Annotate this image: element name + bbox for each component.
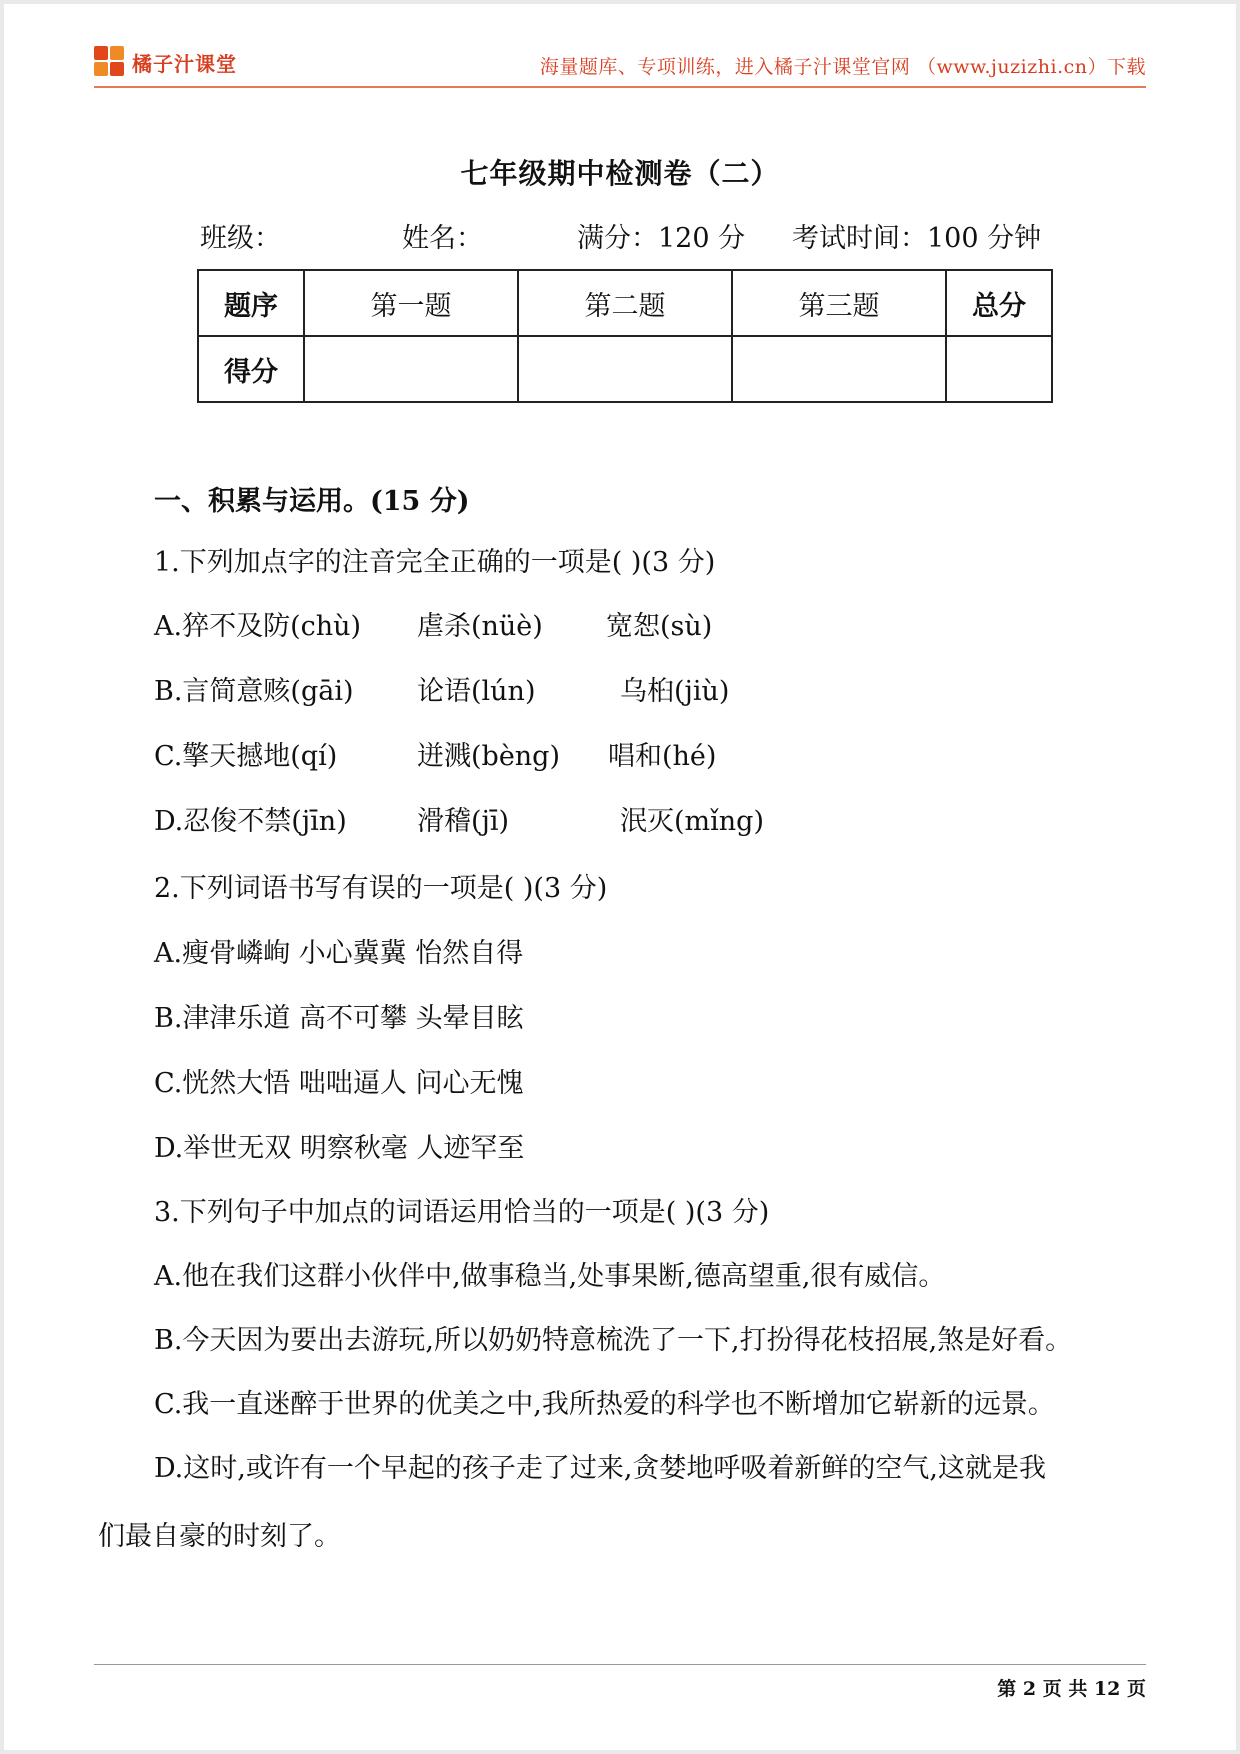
- table-header-cell: 第二题: [518, 270, 732, 336]
- class-label: 班级：: [200, 223, 281, 254]
- score-row-label: 得分: [198, 336, 304, 402]
- q1-option-b-3: 乌桕(jiù): [620, 676, 730, 707]
- exam-page: [4, 4, 1236, 1750]
- q1-option-c-3: 唱和(hé): [608, 741, 717, 772]
- q1-option-b-2: 论语(lún): [417, 676, 536, 707]
- header-logo[interactable]: [94, 46, 237, 78]
- q1-option-b-1: B.言简意赅(gāi): [154, 676, 354, 707]
- header-slogan: 海量题库、专项训练，进入橘子汁课堂官网 （www.juzizhi.cn）下载: [539, 56, 1146, 78]
- q3-option-d-continued: 们最自豪的时刻了。: [98, 1521, 341, 1552]
- score-cell[interactable]: [518, 336, 732, 402]
- section-title: 一、积累与运用。(15 分): [154, 486, 470, 517]
- name-label: 姓名：: [402, 223, 483, 254]
- score-cell[interactable]: [304, 336, 518, 402]
- question-1-stem: 1.下列加点字的注音完全正确的一项是( )(3 分): [154, 547, 716, 578]
- table-header-row: [198, 270, 1052, 336]
- q3-option-b: B.今天因为要出去游玩,所以奶奶特意梳洗了一下,打扮得花枝招展,煞是好看。: [154, 1325, 1073, 1356]
- q2-option-a: A.瘦骨嶙峋 小心冀冀 怡然自得: [154, 938, 524, 969]
- header-divider: [94, 86, 1146, 88]
- table-header-cell: 第一题: [304, 270, 518, 336]
- logo-text: 橘子汁课堂: [132, 51, 237, 76]
- q1-option-d-2: 滑稽(jī): [417, 806, 510, 837]
- logo-icon: [94, 46, 126, 78]
- q1-option-a-1: A.猝不及防(chù): [154, 611, 362, 642]
- question-3-stem: 3.下列句子中加点的词语运用恰当的一项是( )(3 分): [154, 1197, 770, 1228]
- q1-option-a-2: 虐杀(nüè): [417, 611, 543, 642]
- q2-option-b: B.津津乐道 高不可攀 头晕目眩: [154, 1003, 524, 1034]
- score-table: [197, 269, 1053, 403]
- page-number: 第 2 页 共 12 页: [997, 1678, 1146, 1700]
- q1-option-c-1: C.擎天撼地(qí): [154, 741, 338, 772]
- table-row: [198, 336, 1052, 402]
- question-2-stem: 2.下列词语书写有误的一项是( )(3 分): [154, 873, 608, 904]
- score-cell[interactable]: [946, 336, 1052, 402]
- table-header-cell: 题序: [198, 270, 304, 336]
- exam-time: 考试时间：100 分钟: [792, 223, 1042, 254]
- q1-option-c-2: 迸溅(bèng): [417, 741, 561, 772]
- page-title: 七年级期中检测卷（二）: [460, 157, 780, 190]
- q3-option-d: D.这时,或许有一个早起的孩子走了过来,贪婪地呼吸着新鲜的空气,这就是我: [154, 1453, 1047, 1484]
- table-header-cell: 总分: [946, 270, 1052, 336]
- q1-option-d-3: 泯灭(mǐng): [620, 806, 764, 837]
- q2-option-c: C.恍然大悟 咄咄逼人 问心无愧: [154, 1068, 524, 1099]
- q3-option-a: A.他在我们这群小伙伴中,做事稳当,处事果断,德高望重,很有威信。: [154, 1261, 946, 1292]
- full-score: 满分：120 分: [577, 223, 746, 254]
- table-header-cell: 第三题: [732, 270, 946, 336]
- q1-option-d-1: D.忍俊不禁(jīn): [154, 806, 347, 837]
- score-cell[interactable]: [732, 336, 946, 402]
- q2-option-d: D.举世无双 明察秋毫 人迹罕至: [154, 1133, 525, 1164]
- q3-option-c: C.我一直迷醉于世界的优美之中,我所热爱的科学也不断增加它崭新的远景。: [154, 1389, 1055, 1420]
- footer-divider: [94, 1664, 1146, 1665]
- q1-option-a-3: 宽恕(sù): [606, 611, 713, 642]
